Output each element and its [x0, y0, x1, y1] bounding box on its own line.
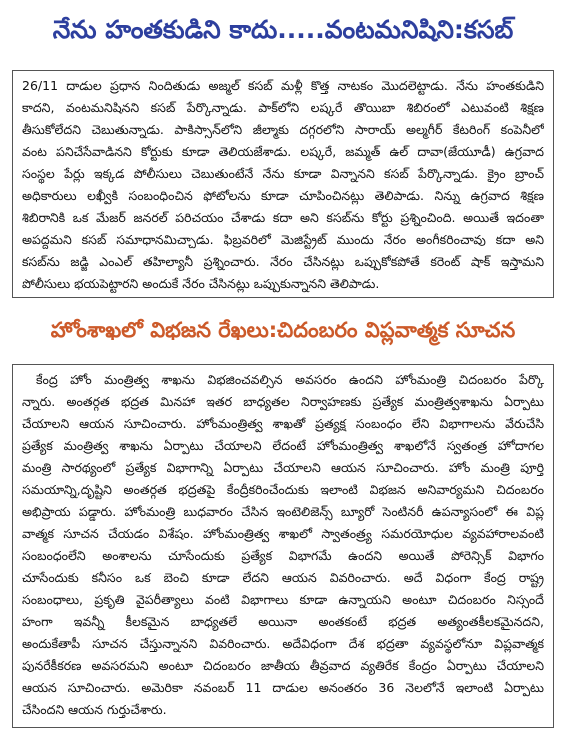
- article-line: చేయాలని ఆయన సూచించారు. హోంమంత్రిత్వ శాఖతో ప్రత్యక్ష సంబంధం లేని విభాగాలను వేరుచేసి: [22, 416, 544, 431]
- article-line: అపద్దమని కసబ్ సమాధానమిచ్చాడు. ఫిబ్రవరిలో మెజిస్ట్రేట్ ముందు నేరం అంగీకరించావు కదా అని: [22, 232, 544, 247]
- article-line: కసబ్‌ను జడ్జి ఎంఎల్ తహిల్యానీ ప్రశ్నించారు. నేరం చేసినట్లు ఒప్పుకోకపోతే కరెంట్ షాక్ ఇస్తామని: [22, 254, 544, 269]
- article-line: హంగా ఇవన్నీ కీలకమైన బాధ్యతలే అయినా అంతకంటే భద్రత అత్యంతకీలకమైనదని,: [22, 614, 544, 629]
- article-headline-kasab: నేను హంతకుడిని కాదు.....వంటమనిషిని:కసబ్: [52, 15, 514, 44]
- article-line: సంస్థల పేర్లు ఇక్కడ పోలీసులు చెబుతుంటేనే నేను కూడా విన్నానని కసబ్ పేర్కొన్నాడు. క్రైం బ్రాంచ్: [22, 166, 544, 181]
- article-line: అందుకేతాపీ సూచన చేస్తున్నానని వివరించారు. అదేవిధంగా దేశ భద్రతా వ్యవస్థలోనూ విప్లవాత్మక: [22, 636, 544, 651]
- article-headline-home-ministry: హోంశాఖలో విభజన రేఖలు:చిదంబరం విప్లవాత్మక సూచన: [50, 318, 516, 342]
- article-line: కాదని, వంటమనిషినని కసబ్ పేర్కొన్నాడు. పాక్‌లోని లష్కరే తొయిబా శిబిరంలో ఎటువంటి శిక్షణ: [22, 100, 544, 115]
- article-line: పోలీసులు భయపెట్టారని అందుకే నేరం చేసినట్లు ఒప్పుకున్నానని తెలిపాడు.: [22, 276, 380, 291]
- article-line: చేసిందని ఆయన గుర్తుచేశారు.: [22, 702, 167, 717]
- article-line: 26/11 దాడుల ప్రధాన నిందితుడు అజ్మల్ కసబ్ మళ్లీ కొత్త నాటకం మొదలెట్టాడు. నేను హంతకుడిని: [22, 78, 544, 93]
- article-line: ప్రత్యేక మంత్రిత్వ శాఖను ఏర్పాటు చేయాలని లేదంటే హోంమంత్రిత్వ శాఖలోనే స్వతంత్ర హోదాగల: [22, 438, 544, 453]
- article-line: అధికారులు లఖ్వీకి సంబంధించిన ఫోటోలను కూడా చూపించినట్లు తెలిపాడు. నిన్ను ఉగ్రవాద శిక్షణ: [22, 188, 544, 203]
- article-line: శిబిరానికి ఒక మేజర్ జనరల్ పరిచయం చేశాడు కదా అని కసబ్‌ను కోర్టు ప్రశ్నించింది. అయితే ఇదంతా: [22, 210, 544, 225]
- article-line: కేంద్ర హోం మంత్రిత్వ శాఖను విభజించవల్సిన అవసరం ఉందని హోంమంత్రి చిదంబరం పేర్కొ: [36, 372, 544, 387]
- article-line: ఆయన సూచించారు. అమెరికా నవంబర్ 11 దాడుల అనంతరం 36 నెలలోనే ఇలాంటి ఏర్పాటు: [22, 680, 544, 695]
- article-line: అభిప్రాయ పడ్డారు. హోంమంత్రి బుధవారం చేసిన ఇంటెలిజెన్స్ బ్యూరో సెంటినరీ ఉపన్యాసంలో ఈ విప్ల: [22, 504, 544, 519]
- article-line: చూసేందుకు కనీసం ఒక బెంచి కూడా లేదని ఆయన వివరించారు. అదే విధంగా కేంద్ర రాష్ట్ర: [22, 570, 544, 585]
- article-line: న్నారు. అంతర్గత భద్రత మినహా ఇతర బాధ్యతల నిర్వాహణకు ప్రత్యేక మంత్రిత్వశాఖను ఏర్పాటు: [22, 394, 544, 409]
- article-line: పునరేకీకరణ అవసరమని అంటూ చిదంబరం జాతీయ తీవ్రవాద వ్యతిరేక కేంద్రం ఏర్పాటు చేయాలని: [22, 658, 544, 673]
- article-line: సంబంధంలేని అంశాలను చూసేందుకు ప్రత్యేక విభాగమే ఉందని అయితే పోరెన్సిక్ విభాగం: [22, 548, 544, 563]
- article-line: వంట పనిచేసేవాడినని కోర్టుకు కూడా తెలియజేశాడు. లష్కరే, జమ్మత్ ఉల్ దావా(జేయూడీ) ఉగ్రవాద: [22, 144, 544, 159]
- article-line: సంబంధాలు, ప్రకృతి వైపరీత్యాలు వంటి విభాగాలు కూడా ఉన్నాయని అంటూ చిదంబరం నిస్సందే: [22, 592, 544, 607]
- article-line: వాత్మక సూచన చేయడం విశేషం. హోంమంత్రిత్వ శాఖలో స్వాతంత్ర్య సమరయోధుల వ్యవహారాలవంటి: [22, 526, 544, 541]
- article-line: తీసుకోలేదని చెబుతున్నాడు. పాకిస్సాన్‌లోని జీల్మాకు దగ్గరలోని సారాయ్ అల్మగీర్ కేటరింగ్ కంపెనీలో: [22, 122, 544, 137]
- article-line: మంత్రి సారథ్యంలో ప్రత్యేక విభాగాన్ని ఏర్పాటు చేయాలని ఆయన సూచించారు. హోం మంత్రి పూర్తి: [22, 460, 544, 475]
- article-line: సమయాన్ని,దృష్టిని అంతర్గత భద్రతపై కేంద్రీకరించేందుకు ఇలాంటి విభజన అనివార్యమని చిదంబరం: [22, 482, 544, 497]
- article-body-home-ministry: [12, 364, 554, 728]
- article-body-kasab: [12, 70, 554, 298]
